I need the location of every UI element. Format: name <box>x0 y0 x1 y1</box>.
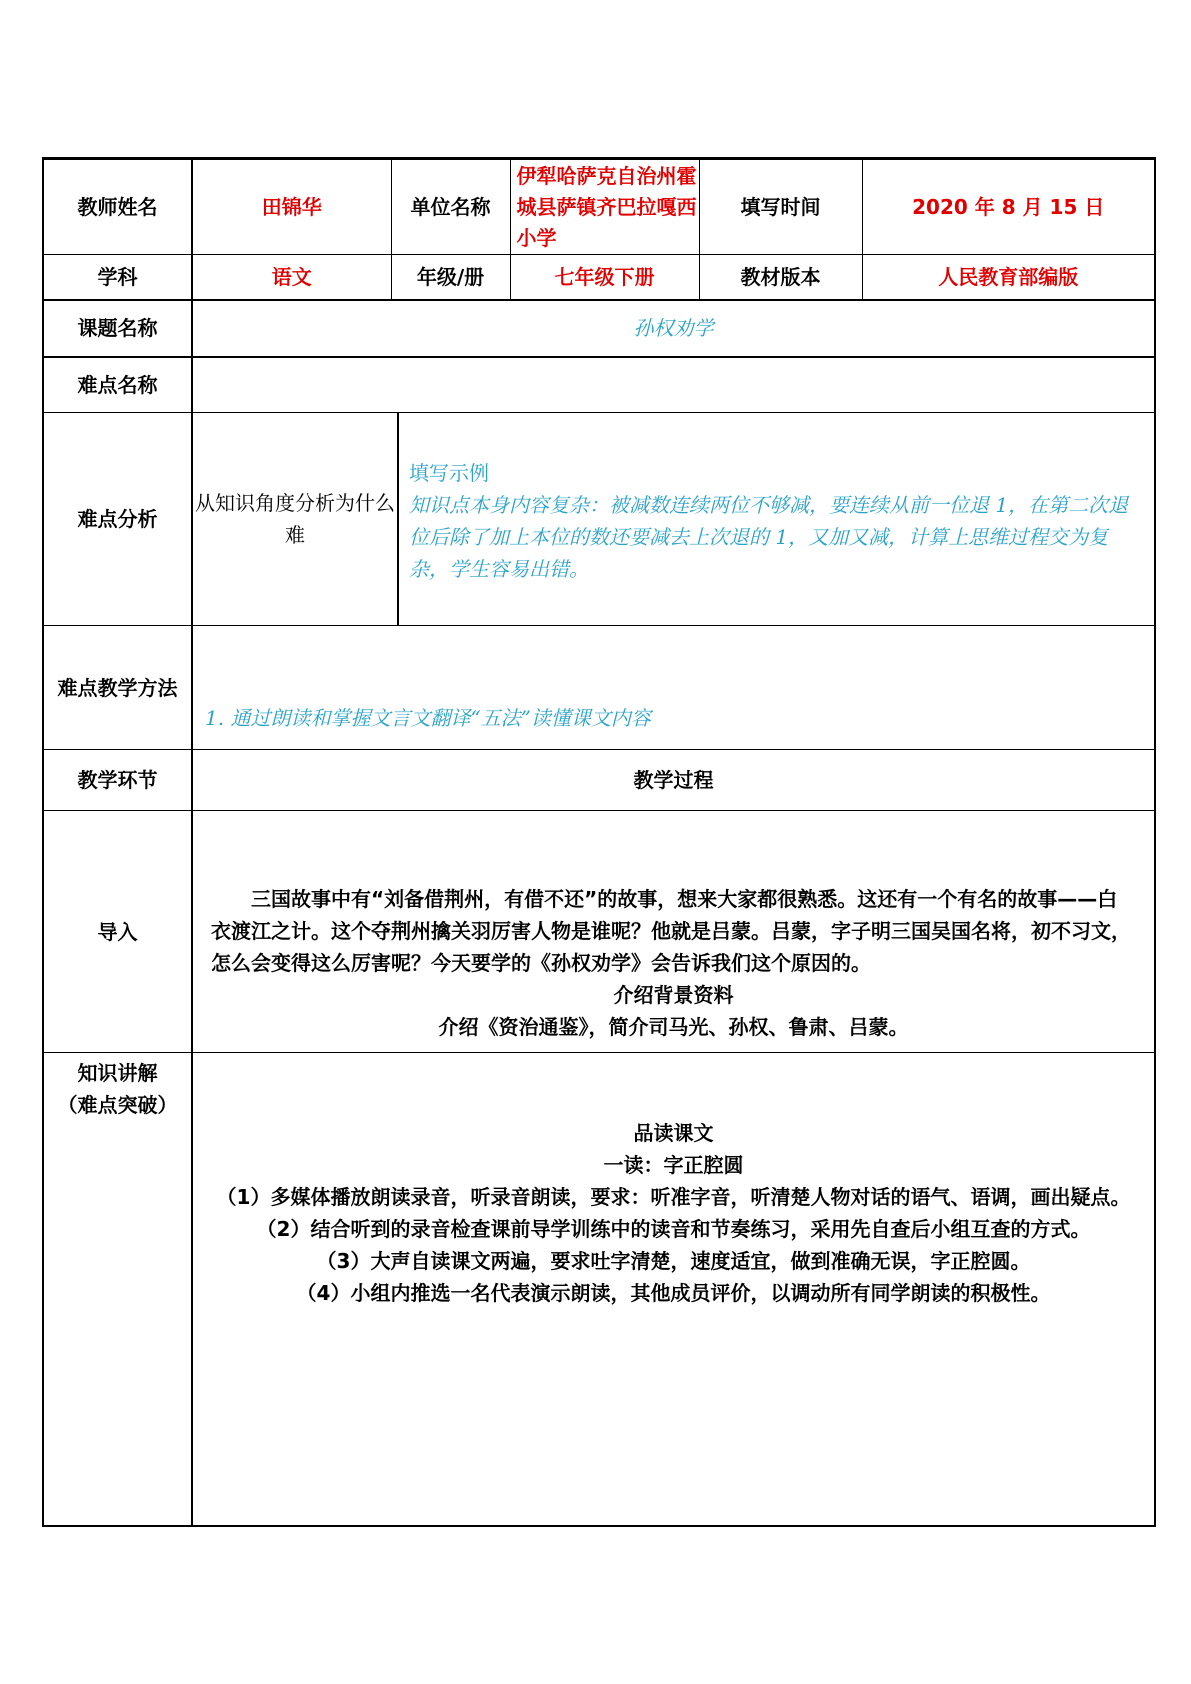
header-row-2 <box>43 255 1155 300</box>
knowledge-item-1: （1）多媒体播放朗读录音，听录音朗读，要求：听准字音，听清楚人物对话的语气、语调，画出疑点。 <box>216 1185 1131 1209</box>
knowledge-content <box>192 1053 1155 1526</box>
knowledge-label-line-2: （难点突破） <box>57 1093 178 1117</box>
knowledge-item-4: （4）小组内推选一名代表演示朗读，其他成员评价，以调动所有同学朗读的积极性。 <box>296 1281 1051 1305</box>
grade-value: 七年级下册 <box>510 255 699 300</box>
knowledge-row <box>43 1053 1155 1526</box>
subject-label: 学科 <box>43 255 192 300</box>
knowledge-item-2: （2）结合听到的录音检查课前导学训练中的读音和节奏练习，采用先自查后小组互查的方式。 <box>256 1217 1091 1241</box>
difficulty-name-label: 难点名称 <box>43 357 192 413</box>
topic-value: 孙权劝学 <box>192 300 1155 357</box>
knowledge-item-3: （3）大声自读课文两遍，要求吐字清楚，速度适宜，做到准确无误，字正腔圆。 <box>316 1249 1031 1273</box>
unit-name-label: 单位名称 <box>391 159 510 255</box>
difficulty-name-row <box>43 357 1155 413</box>
intro-paragraph: 三国故事中有“刘备借荆州，有借不还”的故事，想来大家都很熟悉。这还有一个有名的故事——白 衣渡江之计。这个夺荆州擒关羽厉害人物是谁呢？他就是吕蒙。吕蒙，字子明三国吴国名将，初不习文，怎么会变得这么厉害呢？今天要学的《孙权劝学》会告诉我们这个原因的。 <box>211 887 1138 975</box>
example-text: 知识点本身内容复杂：被减数连续两位不够减，要连续从前一位退 1，在第二次退位后除了加上本位的数还要减去上次退的 1，又加又减，计算上思维过程交为复杂，学生容易出错。 <box>409 493 1129 581</box>
analysis-sub-label: 从知识角度分析为什么难 <box>192 413 398 626</box>
intro-line-2: 介绍背景资料 <box>613 983 734 1007</box>
method-label: 难点教学方法 <box>43 626 192 750</box>
grade-label: 年级/册 <box>391 255 510 300</box>
intro-row <box>43 811 1155 1053</box>
difficulty-name-value <box>192 357 1155 413</box>
unit-name-value: 伊犁哈萨克自治州霍城县萨镇齐巴拉嘎西小学 <box>510 159 699 255</box>
intro-label: 导入 <box>43 811 192 1053</box>
process-header-row <box>43 750 1155 811</box>
edition-label: 教材版本 <box>699 255 862 300</box>
knowledge-label <box>43 1053 192 1526</box>
method-item: 1. 通过朗读和掌握文言文翻译“五法”读懂课文内容 <box>192 626 1155 750</box>
teacher-name-value: 田锦华 <box>192 159 391 255</box>
intro-line-3: 介绍《资治通鉴》，简介司马光、孙权、鲁肃、吕蒙。 <box>438 1015 909 1039</box>
subject-value: 语文 <box>192 255 391 300</box>
process-title: 教学过程 <box>192 750 1155 811</box>
intro-content <box>192 811 1155 1053</box>
fill-date-value: 2020 年 8 月 15 日 <box>862 159 1155 255</box>
lesson-plan-table <box>42 157 1156 1527</box>
analysis-label: 难点分析 <box>43 413 192 626</box>
example-title: 填写示例 <box>409 461 489 485</box>
method-row <box>43 626 1155 750</box>
knowledge-label-line-1: 知识讲解 <box>77 1061 158 1085</box>
teacher-name-label: 教师姓名 <box>43 159 192 255</box>
edition-value: 人民教育部编版 <box>862 255 1155 300</box>
analysis-example <box>398 413 1155 626</box>
process-stage-label: 教学环节 <box>43 750 192 811</box>
header-row-1 <box>43 159 1155 255</box>
fill-date-label: 填写时间 <box>699 159 862 255</box>
topic-label: 课题名称 <box>43 300 192 357</box>
topic-row <box>43 300 1155 357</box>
knowledge-title: 品读课文 <box>633 1121 714 1145</box>
analysis-row <box>43 413 1155 626</box>
knowledge-subtitle: 一读：字正腔圆 <box>603 1153 744 1177</box>
lesson-plan-form <box>42 157 1154 1527</box>
